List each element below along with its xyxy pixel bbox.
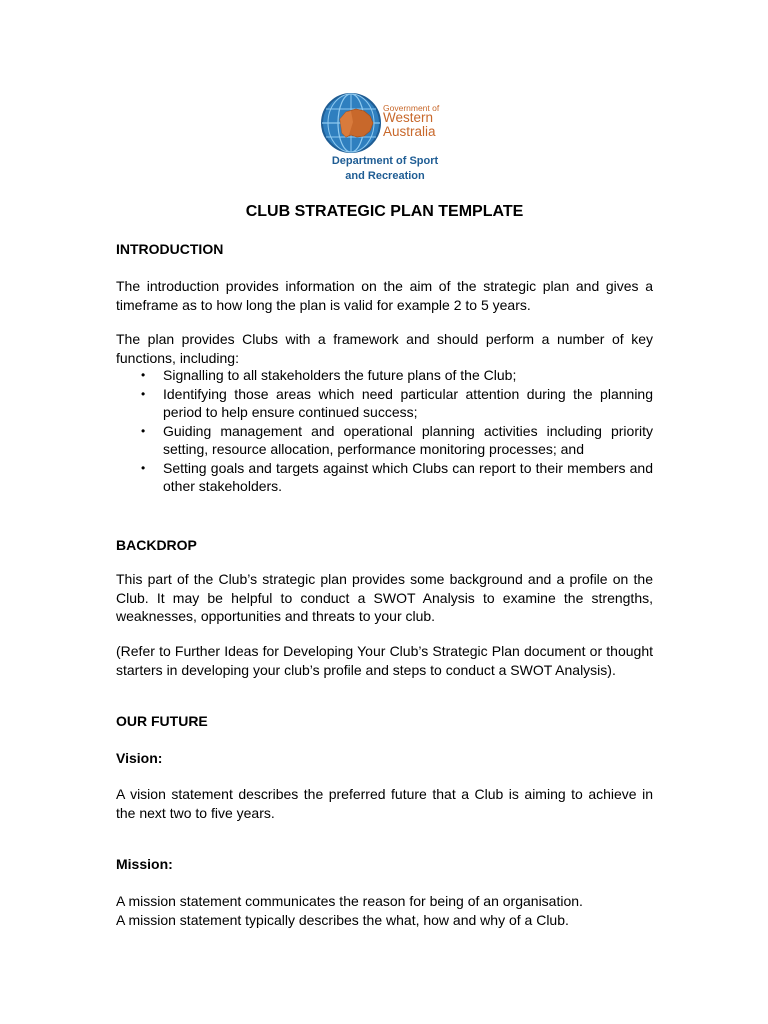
mission-paragraph [116, 892, 653, 929]
list-item: • Setting goals and targets against which Clubs can report to their members and other stakeholders. [141, 459, 653, 494]
logo-dept-line1: Department of Sport [331, 155, 439, 167]
logo-australia-text: Australia [383, 124, 436, 139]
our-future-heading: OUR FUTURE [116, 713, 208, 729]
logo-department-name [320, 154, 450, 184]
bullet-icon: • [141, 368, 146, 382]
key-functions-list [116, 366, 653, 496]
bullet-icon: • [141, 423, 146, 438]
backdrop-heading: BACKDROP [116, 537, 197, 553]
logo-dept-line2: and Recreation [345, 170, 425, 182]
globe-icon [320, 92, 382, 154]
mission-heading: Mission: [116, 856, 173, 872]
logo-western-text: Western [383, 110, 434, 125]
list-item: • Signalling to all stakeholders the future plans of the Club; [141, 367, 517, 383]
document-title: CLUB STRATEGIC PLAN TEMPLATE [245, 203, 524, 220]
backdrop-paragraph-2: (Refer to Further Ideas for Developing Your Club’s Strategic Plan document or thought starters in developing your club’s profile and steps to conduct a SWOT Analysis). [116, 643, 653, 678]
introduction-heading: INTRODUCTION [116, 241, 224, 257]
introduction-paragraph-2: The plan provides Clubs with a framework and should perform a number of key functions, including: [116, 331, 653, 366]
vision-heading: Vision: [116, 750, 163, 766]
logo-government-text: Government of [383, 103, 440, 113]
list-item: • Identifying those areas which need particular attention during the planning period to help ensure continued success; [141, 385, 653, 420]
logo-state-name [383, 111, 436, 139]
list-item: • Guiding management and operational planning activities including priority setting, resource allocation, performance monitoring processes; and [141, 422, 653, 457]
backdrop-paragraph-1: This part of the Club’s strategic plan provides some background and a profile on the Club. It may be helpful to conduct a SWOT Analysis to examine the strengths, weaknesses, opportunities and threats to your club. [116, 571, 653, 624]
vision-paragraph: A vision statement describes the preferred future that a Club is aiming to achieve in the next two to five years. [116, 786, 653, 821]
introduction-paragraph-1: The introduction provides information on the aim of the strategic plan and gives a timeframe as to how long the plan is valid for example 2 to 5 years. [116, 278, 653, 313]
mission-line-2: A mission statement typically describes the what, how and why of a Club. [116, 911, 569, 928]
wa-government-logo [320, 92, 450, 186]
mission-line-1: A mission statement communicates the reason for being of an organisation. [116, 893, 583, 909]
bullet-icon: • [141, 386, 146, 401]
bullet-icon: • [141, 460, 146, 475]
